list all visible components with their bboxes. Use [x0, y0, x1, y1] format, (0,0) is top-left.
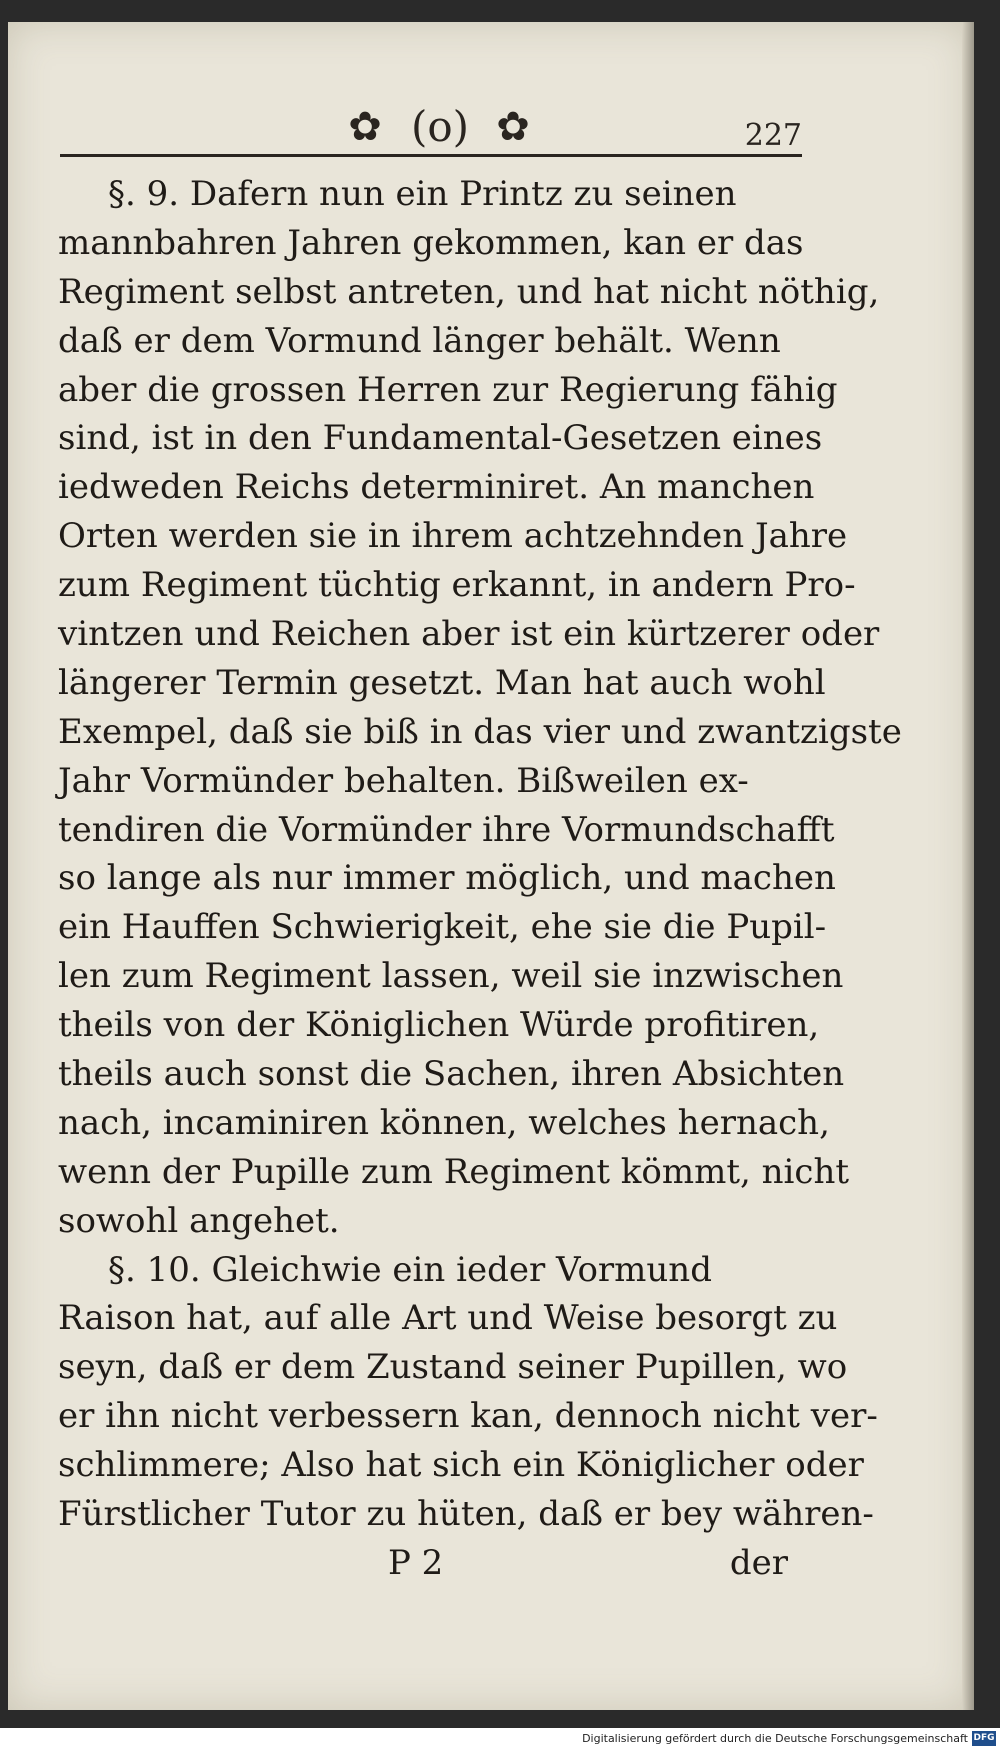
text-line: iedweden Reichs determiniret. An manchen [58, 467, 815, 508]
text-line: daß er dem Vormund länger behält. Wenn [58, 320, 781, 361]
text-line: er ihn nicht verbessern kan, dennoch nicht ver- [58, 1396, 878, 1437]
text-line: Orten werden sie in ihrem achtzehnden Jahre [58, 516, 848, 557]
text-line: längerer Termin gesetzt. Man hat auch wohl [58, 662, 826, 703]
text-line: Regiment selbst antreten, und hat nicht nöthig, [58, 271, 880, 312]
text-line: sowohl angehet. [58, 1200, 340, 1241]
dfg-logo-icon: DFG [972, 1731, 996, 1746]
text-line: tendiren die Vormünder ihre Vormundschafft [58, 809, 835, 850]
header-rule [60, 154, 802, 157]
text-line: Jahr Vormünder behalten. Bißweilen ex- [58, 760, 749, 801]
text-line: Raison hat, auf alle Art und Weise besorgt zu [58, 1298, 838, 1339]
text-line: len zum Regiment lassen, weil sie inzwischen [58, 956, 844, 997]
page-footer [58, 1543, 788, 1593]
page-edge [962, 22, 974, 1710]
text-line: vintzen und Reichen aber ist ein kürtzerer oder [58, 614, 880, 655]
ornament-left-icon: ✿ [348, 104, 382, 150]
text-line: §. 10. Gleichwie ein ieder Vormund [108, 1249, 712, 1290]
catchword: der [729, 1543, 788, 1583]
text-line: wenn der Pupille zum Regiment kömmt, nicht [58, 1151, 850, 1192]
text-line: seyn, daß er dem Zustand seiner Pupillen, wo [58, 1347, 848, 1388]
header-center-mark: (o) [410, 102, 470, 151]
text-line: nach, incaminiren können, welches hernach, [58, 1102, 830, 1143]
signature-mark: P 2 [388, 1543, 444, 1583]
text-line: theils auch sonst die Sachen, ihren Absichten [58, 1054, 845, 1095]
text-line: Fürstlicher Tutor zu hüten, daß er bey währen- [58, 1494, 874, 1535]
ornament-right-icon: ✿ [496, 104, 530, 150]
page-number: 227 [744, 118, 802, 153]
text-line: so lange als nur immer möglich, und machen [58, 858, 836, 899]
text-line: theils von der Königlichen Würde profitiren, [58, 1005, 820, 1046]
text-line: sind, ist in den Fundamental-Gesetzen eines [58, 418, 823, 459]
credit-text: Digitalisierung gefördert durch die Deutsche Forschungsgemeinschaft [582, 1732, 968, 1745]
text-line: schlimmere; Also hat sich ein Königlicher oder [58, 1445, 864, 1486]
text-line: §. 9. Dafern nun ein Printz zu seinen [108, 174, 737, 214]
text-line: Exempel, daß sie biß in das vier und zwantzigste [58, 711, 902, 752]
credit-bar [0, 1728, 1000, 1751]
running-header [60, 100, 802, 160]
text-line: mannbahren Jahren gekommen, kan er das [58, 222, 804, 263]
text-line: ein Hauffen Schwierigkeit, ehe sie die Pupil- [58, 907, 827, 948]
text-line: zum Regiment tüchtig erkannt, in andern Pro- [58, 565, 856, 606]
text-line: aber die grossen Herren zur Regierung fähig [58, 369, 838, 410]
body-text [58, 170, 902, 1539]
